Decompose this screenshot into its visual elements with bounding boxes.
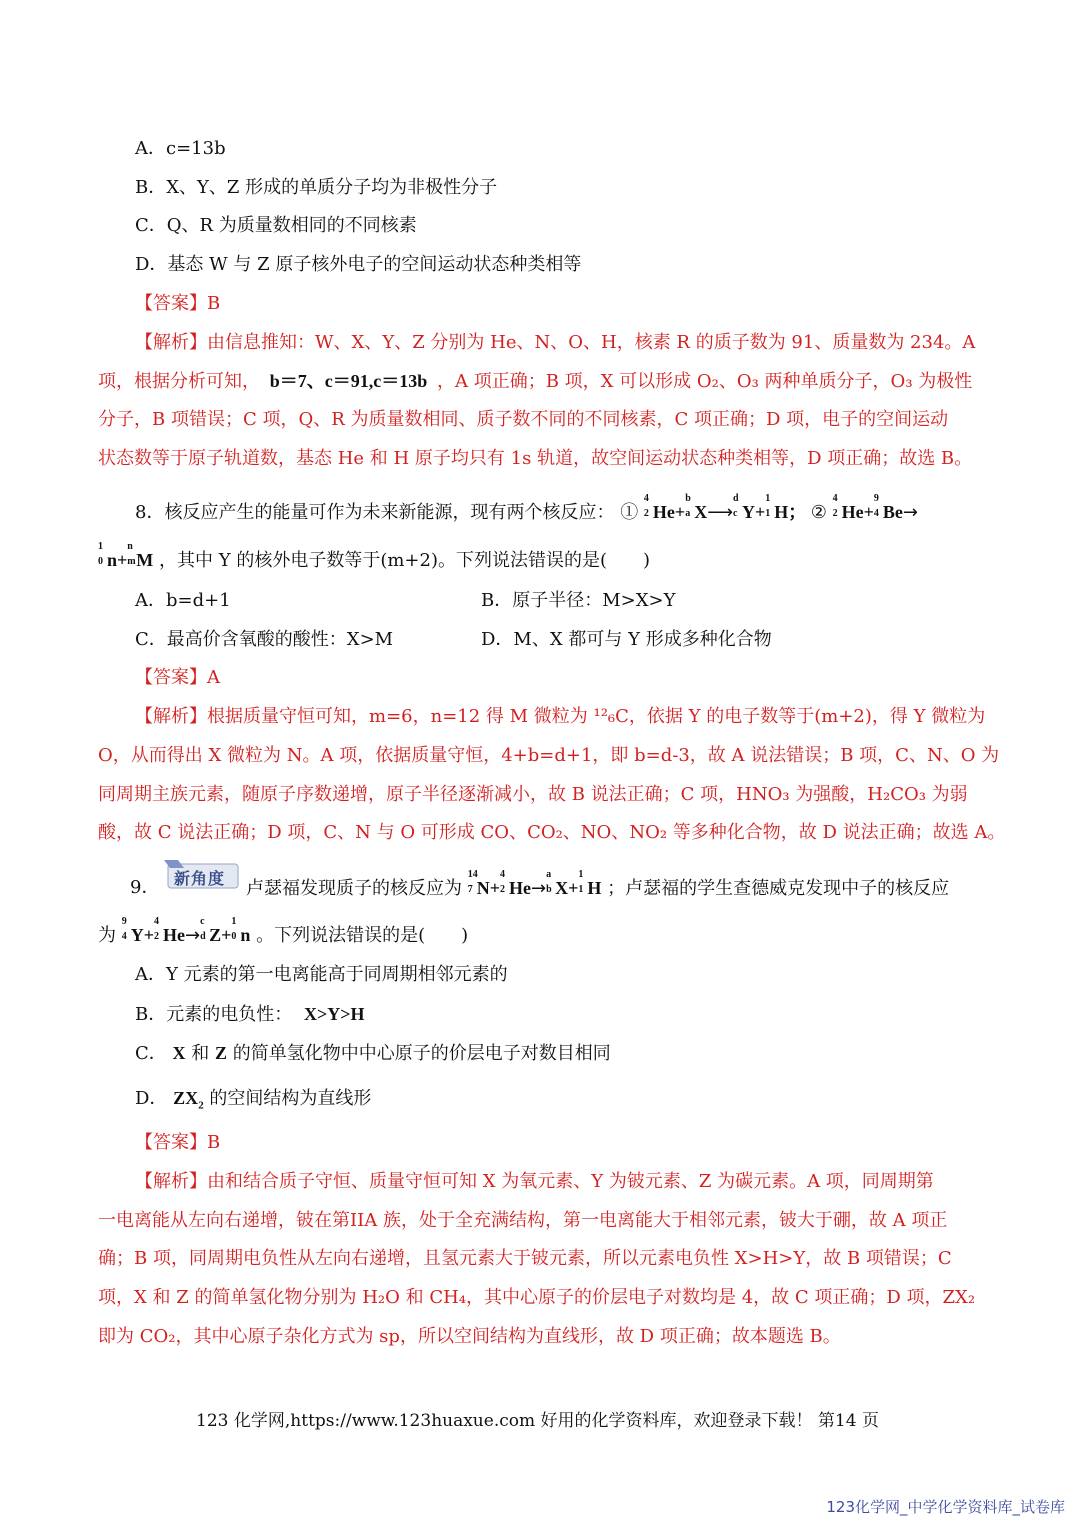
q9-analysis-line4: 项，X 和 Z 的简单氢化物分别为 H₂O 和 CH₄，其中心原子的价层电子对数均是 4，故 C 项正确；D 项，ZX₂ <box>98 1287 976 1308</box>
q8-reaction-2: 4 2 He+ 9 4 Be→ <box>832 493 919 523</box>
q8-reaction-2-cont: 1 0 n+ n m M <box>98 541 154 570</box>
badge-label: 新角度 <box>174 869 226 888</box>
q9-stem-d: 。下列说法错误的是( ) <box>256 925 469 946</box>
q9-reaction-1: 14 7 N+ 4 2 He→ a b X+ 1 1 H <box>467 869 602 899</box>
q8-option-c: C．最高价含氧酸的酸性：X>M <box>135 629 394 650</box>
q9-option-c-x: X <box>172 1043 186 1063</box>
q9-option-d-post: 的空间结构为直线形 <box>209 1088 372 1109</box>
q9-analysis-line2: 一电离能从左向右递增，铍在第IIA 族，处于全充满结构，第一电离能大于相邻元素，铍大于硼，故 A 项正 <box>98 1210 948 1231</box>
q9-option-c-post: 的简单氢化物中中心原子的价层电子对数目相同 <box>232 1043 611 1064</box>
q7-analysis-line2-a: 项，根据分析可知， <box>98 371 260 392</box>
q9-option-c-z: Z <box>214 1043 227 1063</box>
q8-stem-line1 <box>135 493 919 525</box>
q8-analysis-line1: 【解析】根据质量守恒可知，m=6，n=12 得 M 微粒为 ¹²₆C，依据 Y 的电子数等于(m+2)，得 Y 微粒为 <box>135 706 986 727</box>
q8-analysis-line3: 同周期主族元素，随原子序数递增，原子半径逐渐减小，故 B 说法正确；C 项，HNO₃ 为强酸，H₂CO₃ 为弱 <box>98 784 968 805</box>
q8-option-a: A．b=d+1 <box>135 590 231 611</box>
q9-option-b-formula: X>Y>H <box>303 1004 365 1024</box>
q9-option-d-prefix: D． <box>135 1088 168 1109</box>
q9-option-d-formula-base: ZX <box>173 1088 199 1108</box>
q7-analysis-line4: 状态数等于原子轨道数，基态 He 和 H 原子均只有 1s 轨道，故空间运动状态种类相等，D 项正确；故选 B。 <box>98 448 973 469</box>
q9-stem-a: 卢瑟福发现质子的核反应为 <box>246 878 462 899</box>
q9-option-d <box>135 1086 371 1118</box>
q9-number: 9． <box>130 877 160 898</box>
q7-analysis-line1: 【解析】由信息推知：W、X、Y、Z 分别为 He、N、O、H，核素 R 的质子数为 91、质量数为 234。A <box>135 332 976 353</box>
q8-circle-2: ② <box>810 502 827 523</box>
q7-analysis-line3: 分子，B 项错误；C 项，Q、R 为质量数相同、质子数不同的不同核素，C 项正确；D 项，电子的空间运动 <box>98 409 949 430</box>
q8-reaction-1: 4 2 He+ b a X⟶ d c Y+ 1 1 H； <box>643 493 811 523</box>
q9-option-c <box>135 1041 611 1066</box>
q8-stem-b: ，其中 Y 的核外电子数等于(m+2)。下列说法错误的是( ) <box>159 550 651 571</box>
q8-circle-1: ① <box>620 502 639 523</box>
q9-stem-line2 <box>98 916 469 948</box>
q9-stem-b: ；卢瑟福的学生查德威克发现中子的核反应 <box>607 878 950 899</box>
q9-stem-line1 <box>246 869 950 901</box>
q8-analysis-line4: 酸，故 C 说法正确；D 项，C、N 与 O 可形成 CO、CO₂、NO、NO₂ 等多种化合物，故 D 说法正确；故选 A。 <box>98 822 1006 843</box>
q9-reaction-2: 9 4 Y+ 4 2 He→ c d Z+ 1 0 n <box>121 916 251 946</box>
q9-option-a: A．Y 元素的第一电离能高于同周期相邻元素的 <box>135 964 508 985</box>
q7-analysis-line2-b: ，A 项正确；B 项，X 可以形成 O₂、O₃ 两种单质分子，O₃ 为极性 <box>436 371 973 392</box>
q9-answer: 【答案】B <box>135 1132 221 1153</box>
q9-option-d-formula <box>173 1088 204 1112</box>
q8-answer: 【答案】A <box>135 667 220 688</box>
q8-option-b: B．原子半径：M>X>Y <box>481 590 676 611</box>
q7-answer: 【答案】B <box>135 293 221 314</box>
q7-option-d: D．基态 W 与 Z 原子核外电子的空间运动状态种类相等 <box>135 254 582 275</box>
q8-analysis-line2: O，从而得出 X 微粒为 N。A 项，依据质量守恒，4+b=d+1，即 b=d-3，故 A 说法错误；B 项，C、N、O 为 <box>98 745 1000 766</box>
q8-stem-line2 <box>98 541 651 573</box>
q9-analysis-line1: 【解析】由和结合质子守恒、质量守恒可知 X 为氧元素、Y 为铍元素、Z 为碳元素。A 项，同周期第 <box>135 1171 934 1192</box>
q7-option-a: A．c=13b <box>135 138 226 159</box>
new-angle-badge <box>162 858 240 890</box>
q8-stem-a: 8．核反应产生的能量可作为未来新能源，现有两个核反应： <box>135 502 615 523</box>
page-footer: 123 化学网,https://www.123huaxue.com 好用的化学资料库，欢迎登录下载！ 第14 页 <box>196 1411 879 1431</box>
q7-analysis-line2 <box>98 369 972 394</box>
q9-stem-c: 为 <box>98 925 116 946</box>
q7-option-b: B．X、Y、Z 形成的单质分子均为非极性分子 <box>135 177 498 198</box>
q9-option-c-mid: 和 <box>191 1043 210 1064</box>
q9-option-d-formula-sub: 2 <box>198 1099 204 1112</box>
site-watermark[interactable]: 123化学网_中学化学资料库_试卷库 <box>826 1498 1065 1516</box>
q9-analysis-line5: 即为 CO₂，其中心原子杂化方式为 sp，所以空间结构为直线形，故 D 项正确；故本题选 B。 <box>98 1326 841 1347</box>
q9-analysis-line3: 确；B 项，同周期电负性从左向右递增，且氢元素大于铍元素，所以元素电负性 X>H>Y，故 B 项错误；C <box>98 1248 952 1269</box>
q8-option-d: D．M、X 都可与 Y 形成多种化合物 <box>481 629 772 650</box>
q9-option-b-prefix: B．元素的电负性： <box>135 1004 293 1025</box>
q7-analysis-formula: b＝7、c＝91,c＝13b <box>269 371 428 391</box>
q9-option-b <box>135 1002 364 1027</box>
q7-option-c: C．Q、R 为质量数相同的不同核素 <box>135 215 417 236</box>
q9-option-c-prefix: C． <box>135 1043 167 1064</box>
